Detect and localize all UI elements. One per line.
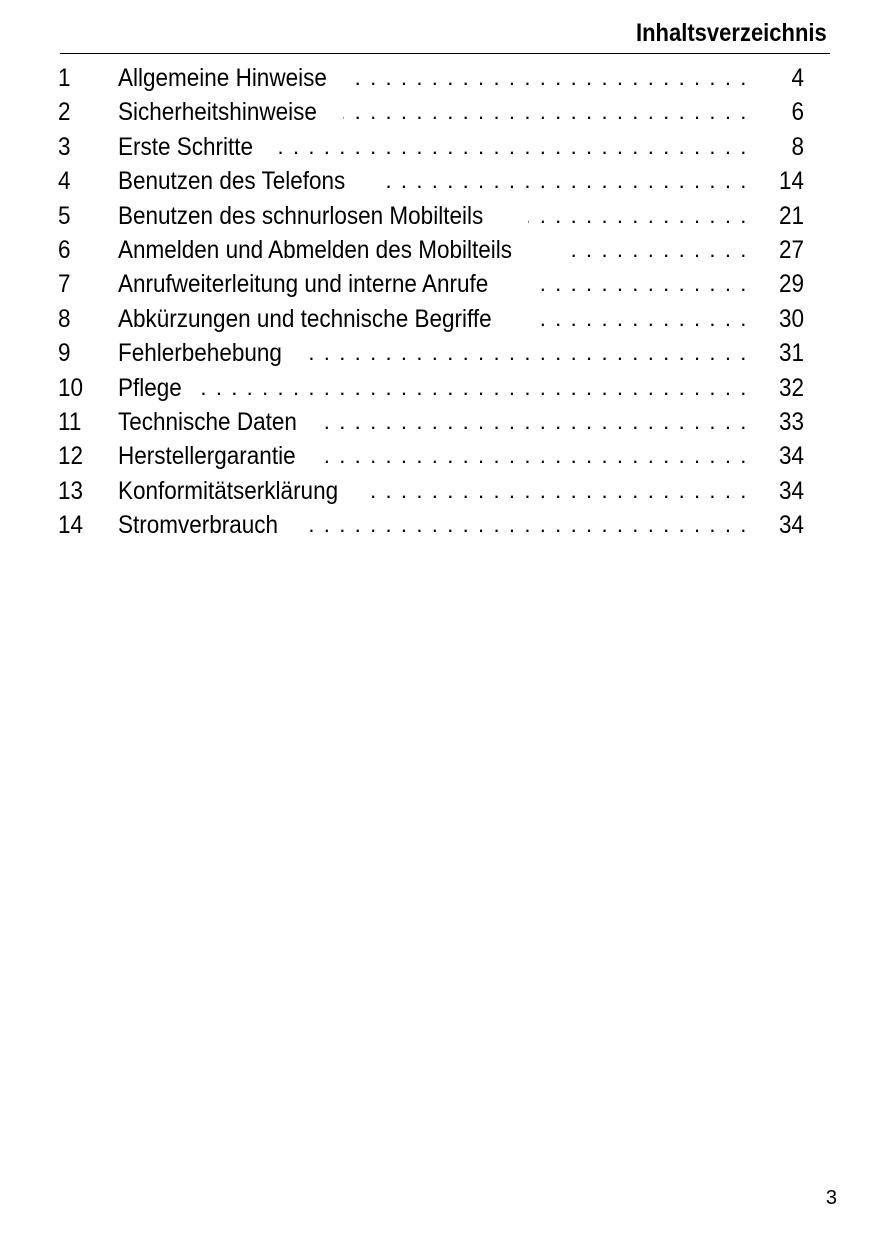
toc-dot-leader [319,439,748,473]
toc-entry-title: Benutzen des schnurlosen Mobilteils [118,201,484,230]
toc-dot-leader [304,336,748,370]
toc-entry[interactable] [58,130,804,164]
toc-entry-page: 29 [778,270,804,299]
toc-entry-title: Erste Schritte [118,132,254,161]
toc-dot-leader [375,164,748,198]
toc-entry-title: Herstellergarantie [118,442,296,471]
toc-dot-leader [300,508,748,542]
toc-dot-leader [354,61,748,95]
toc-entry-number: 10 [58,373,84,402]
toc-entry-number: 3 [58,132,71,161]
toc-entry[interactable] [58,405,804,439]
toc-entry-page: 32 [778,373,804,402]
toc-dot-leader [533,267,748,301]
toc-entry-title: Anrufweiterleitung und interne Anrufe [118,270,489,299]
toc-entry-title: Technische Daten [118,407,297,436]
toc-entry-number: 7 [58,270,71,299]
toc-dot-leader [367,474,748,508]
toc-entry[interactable] [58,95,804,129]
toc-entry-title: Benutzen des Telefons [118,167,346,196]
toc-entry[interactable] [58,439,804,473]
toc-entry-page: 30 [778,304,804,333]
toc-entry[interactable] [58,233,804,267]
toc-entry-page: 6 [791,98,804,127]
toc-entry-page: 34 [778,511,804,540]
toc-entry[interactable] [58,336,804,370]
toc-entry[interactable] [58,164,804,198]
toc-entry-number: 5 [58,201,71,230]
toc-entry-number: 8 [58,304,71,333]
toc-entry[interactable] [58,61,804,95]
toc-entry-title: Stromverbrauch [118,511,279,540]
toc-dot-leader [321,405,748,439]
toc-entry[interactable] [58,267,804,301]
toc-dot-leader [343,95,748,129]
toc-entry-title: Pflege [118,373,182,402]
toc-entry-number: 9 [58,339,71,368]
toc-dot-leader [537,302,748,336]
toc-entry[interactable] [58,508,804,542]
toc-entry-page: 33 [778,407,804,436]
toc-dot-leader [272,130,748,164]
toc-entry-page: 34 [778,476,804,505]
toc-entry-page: 21 [778,201,804,230]
toc-entry-page: 31 [778,339,804,368]
toc-entry-title: Anmelden und Abmelden des Mobilteils [118,235,513,264]
toc-entry-number: 14 [58,511,84,540]
toc-dot-leader [193,371,748,405]
toc-entry[interactable] [58,371,804,405]
toc-entry-page: 8 [791,132,804,161]
toc-entry[interactable] [58,302,804,336]
toc-entry-number: 12 [58,442,84,471]
toc-entry-number: 6 [58,235,71,264]
toc-dot-leader [528,199,748,233]
toc-entry-number: 1 [58,64,71,92]
toc-entry-title: Sicherheitshinweise [118,98,317,127]
toc-entry[interactable] [58,199,804,233]
toc-entry-title: Allgemeine Hinweise [118,64,327,92]
toc-entry-number: 4 [58,167,71,196]
toc-entry-page: 27 [778,235,804,264]
toc-dot-leader [560,233,748,267]
toc-entry-page: 4 [791,64,804,92]
header-divider [60,53,830,54]
toc-entry-title: Abkürzungen und technische Begriffe [118,304,492,333]
toc-entry-number: 2 [58,98,71,127]
toc-entry-page: 34 [778,442,804,471]
toc-entry-title: Fehlerbehebung [118,339,282,368]
toc-entry-title: Konformitätserklärung [118,476,339,505]
toc-entry[interactable] [58,474,804,508]
toc-entry-page: 14 [778,167,804,196]
toc-entry-number: 11 [58,407,82,436]
page-title: Inhaltsverzeichnis [636,19,827,47]
table-of-contents [58,61,804,542]
toc-entry-number: 13 [58,476,84,505]
page-number: 3 [825,1187,837,1209]
